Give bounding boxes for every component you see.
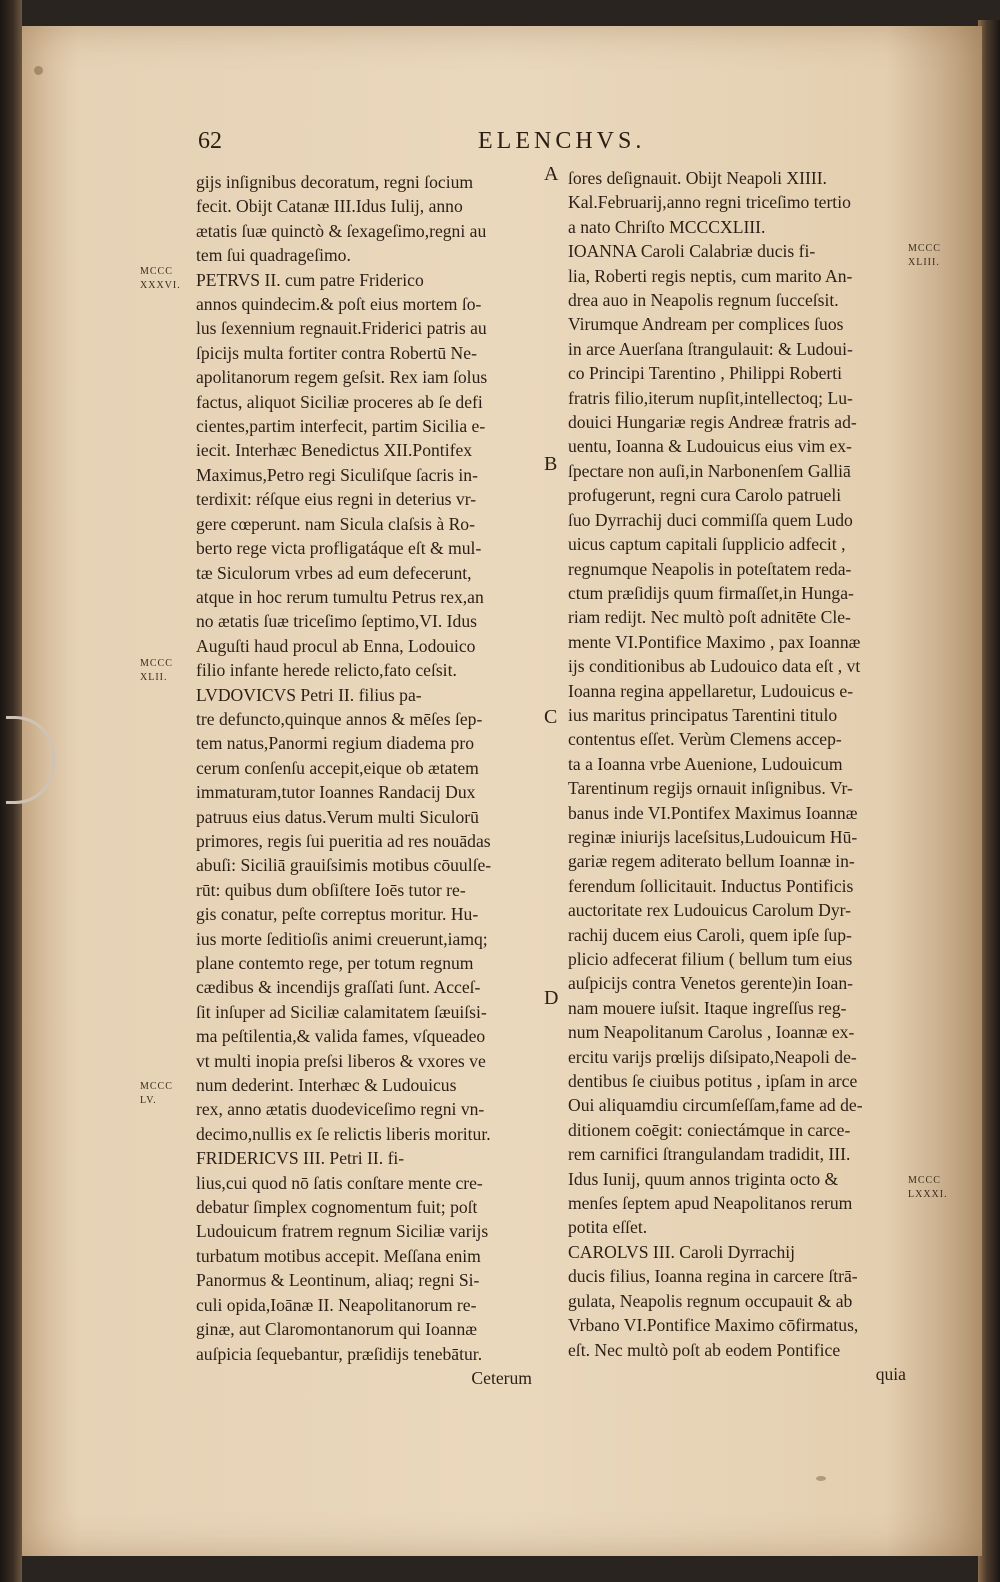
text-line: fratris filio,iterum nupſit,intellectoq; Lu- <box>568 387 853 408</box>
text-line: a nato Chriſto MCCCXLIII. <box>568 216 766 237</box>
text-line: debatur ſimplex cognomentum fuit; poſt <box>196 1197 478 1218</box>
text-column-left <box>196 170 538 1390</box>
text-line: in arce Auerſana ſtrangulauit: & Ludoui- <box>568 338 853 359</box>
text-line: rūt: quibus dum obſiſtere Ioēs tutor re- <box>196 879 466 900</box>
text-line: Ceterum <box>471 1367 532 1388</box>
text-line: menſes ſeptem apud Neapolitanos rerum <box>568 1193 853 1214</box>
running-title: ELENCHVS. <box>478 128 646 154</box>
section-letter-a: A <box>544 163 559 185</box>
running-head <box>198 128 918 158</box>
text-line: douici Hungariæ regis Andreæ fratris ad- <box>568 412 857 433</box>
text-line: decimo,nullis ex ſe relictis liberis moritur. <box>196 1123 491 1144</box>
text-column-right <box>568 166 912 1386</box>
text-line: cientes,partim interfecit, partim Sicilia e- <box>196 416 486 437</box>
text-line: banus inde VI.Pontifex Maximus Ioannæ <box>568 802 858 823</box>
text-line: Auguſti haud procul ab Enna, Lodouico <box>196 635 476 656</box>
text-line: Vrbano VI.Pontifice Maximo cōfirmatus, <box>568 1315 859 1336</box>
text-line: gis conatur, peſte correptus moritur. Hu- <box>196 904 479 925</box>
margin-date-1342: MCCC XLII. <box>140 658 173 683</box>
text-line: ditionem coēgit: coniectámque in carce- <box>568 1119 851 1140</box>
text-line: Ludouicum fratrem regnum Siciliæ varijs <box>196 1221 489 1242</box>
text-line: CAROLVS III. Caroli Dyrrachij <box>568 1241 796 1262</box>
section-letter-b: B <box>544 453 558 475</box>
text-line: Virumque Andream per complices ſuos <box>568 314 844 335</box>
text-line: Maximus,Petro regi Siculiſque ſacris in- <box>196 464 478 485</box>
text-line: tem ſui quadrageſimo. <box>196 245 351 266</box>
text-line: turbatum motibus accepit. Meſſana enim <box>196 1245 481 1266</box>
text-line: ijs conditionibus ab Ludouico data eſt , vt <box>568 656 861 677</box>
text-line: contentus eſſet. Verùm Clemens accep- <box>568 729 842 750</box>
text-line: gariæ regem aditerato bellum Ioannæ in- <box>568 851 855 872</box>
text-line: ſpicijs multa fortiter contra Robertū Ne- <box>196 342 477 363</box>
section-letter-c: C <box>544 706 558 728</box>
text-line: co Principi Tarentino , Philippi Roberti <box>568 363 843 384</box>
text-line: ctum præſidijs quum firmaſſet,in Hunga- <box>568 582 854 603</box>
text-line: ferendum ſollicitauit. Inductus Pontificis <box>568 875 854 896</box>
text-line: lia, Roberti regis neptis, cum marito An- <box>568 265 853 286</box>
text-line: drea auo in Neapolis regnum ſucceſsit. <box>568 290 839 311</box>
section-letter-d: D <box>544 987 559 1009</box>
text-line: gulata, Neapolis regnum occupauit & ab <box>568 1290 853 1311</box>
text-line: reginæ iniurijs laceſsitus,Ludouicum Hū- <box>568 826 858 847</box>
text-line: Tarentinum regijs ornauit inſignibus. Vr- <box>568 778 853 799</box>
text-line: ſpectare non auſi,in Narbonenſem Galliā <box>568 460 851 481</box>
text-line: vt multi inopia preſsi liberos & vxores ve <box>196 1050 486 1071</box>
text-line: auſpicijs contra Venetos gerente)in Ioan- <box>568 973 853 994</box>
text-line: nam mouere iuſsit. Itaque ingreſſus reg- <box>568 997 847 1018</box>
text-line: uentu, Ioanna & Ludouicus eius vim ex- <box>568 436 852 457</box>
text-line: uicus captum capitali ſupplicio adfecit , <box>568 534 846 555</box>
text-line: terdixit: réſque eius regni in deterius vr- <box>196 489 477 510</box>
text-line: ma peſtilentia,& valida fames, vſqueadeo <box>196 1026 486 1047</box>
text-line: lus ſexennium regnauit.Friderici patris au <box>196 318 487 339</box>
text-line: IOANNA Caroli Calabriæ ducis fi- <box>568 241 816 262</box>
text-line: plicio adfecerat filium ( bellum tum eius <box>568 949 853 969</box>
text-line: Oui aliquamdiu circumſeſſam,fame ad de- <box>568 1095 863 1116</box>
ink-spot <box>816 1476 826 1481</box>
page-number: 62 <box>198 128 222 154</box>
text-line: rachij ducem eius Caroli, quem ipſe ſup- <box>568 924 852 945</box>
text-line: gijs inſignibus decoratum, regni ſocium <box>196 172 474 192</box>
text-line: num Neapolitanum Carolus , Ioannæ ex- <box>568 1022 855 1043</box>
text-line: patruus eius datus.Verum multi Siculorū <box>196 806 479 827</box>
text-line: ginæ, aut Claromontanorum qui Ioannæ <box>196 1319 477 1340</box>
margin-date-1343: MCCC XLIII. <box>908 243 941 268</box>
text-line: Kal.Februarij,anno regni triceſimo tertio <box>568 192 851 213</box>
text-line: immaturam,tutor Ioannes Randacij Dux <box>196 782 476 803</box>
text-line: auctoritate rex Ludouicus Carolum Dyr- <box>568 900 852 921</box>
text-line: lius,cui quod nō ſatis conſtare mente cre- <box>196 1172 483 1193</box>
text-line: abuſi: Siciliā grauiſsimis motibus cōuulſe- <box>196 855 492 876</box>
text-line: iecit. Interhæc Benedictus XII.Pontifex <box>196 440 473 461</box>
text-line: Panormus & Leontinum, aliaq; regni Si- <box>196 1270 480 1291</box>
text-line: tem natus,Panormi regium diadema pro <box>196 733 475 754</box>
text-line: mente VI.Pontifice Maximo , pax Ioannæ <box>568 631 861 652</box>
text-line: gere cœperunt. nam Sicula claſsis à Ro- <box>196 513 475 534</box>
text-line: potita eſſet. <box>568 1217 648 1238</box>
text-line: FRIDERICVS III. Petri II. fi- <box>196 1148 405 1169</box>
text-line: fecit. Obijt Catanæ III.Idus Iulij, anno <box>196 196 463 217</box>
text-line: tæ Siculorum vrbes ad eum defecerunt, <box>196 562 472 583</box>
text-line: ſores deſignauit. Obijt Neapoli XIIII. <box>568 168 827 188</box>
margin-date-1336: MCCC XXXVI. <box>140 266 181 291</box>
text-line: Ioanna regina appellaretur, Ludouicus e- <box>568 680 854 701</box>
text-line: ducis filius, Ioanna regina in carcere ſtrā- <box>568 1266 858 1287</box>
text-line: rex, anno ætatis duodeviceſimo regni vn- <box>196 1099 485 1120</box>
margin-date-1355: MCCC LV. <box>140 1081 173 1106</box>
text-line: profugerunt, regni cura Carolo patrueli <box>568 485 842 506</box>
text-line: ſit inſuper ad Siciliæ calamitatem ſæuiſsi- <box>196 1001 487 1022</box>
text-line: rem carnifici ſtrangulandam tradidit, III. <box>568 1144 851 1165</box>
ink-spot <box>34 66 43 75</box>
text-line: ercitu varijs prœlijs diſsipato,Neapoli de- <box>568 1046 857 1067</box>
text-line: cædibus & incendijs graſſati ſunt. Acceſ- <box>196 977 481 998</box>
text-line: atque in hoc rerum tumultu Petrus rex,an <box>196 586 484 607</box>
text-line: plane contemto rege, per totum regnum <box>196 953 474 973</box>
text-line: PETRVS II. cum patre Friderico <box>196 269 424 290</box>
text-line: annos quindecim.& poſt eius mortem ſo- <box>196 294 482 315</box>
text-line: Idus Iunij, quum annos triginta octo & <box>568 1168 839 1189</box>
text-line: LVDOVICVS Petri II. filius pa- <box>196 684 422 705</box>
text-line: berto rege victa profligatáque eſt & mul- <box>196 538 482 559</box>
text-line: ætatis ſuæ quinctò & ſexageſimo,regni au <box>196 220 487 241</box>
text-line: ius maritus principatus Tarentini titulo <box>568 704 838 725</box>
text-line: quia <box>875 1363 906 1384</box>
text-line: riam redijt. Nec multò poſt adnitēte Cle- <box>568 607 851 628</box>
text-line: regnumque Neapolis in poteſtatem reda- <box>568 558 852 579</box>
text-line: ſuo Dyrrachij duci commiſſa quem Ludo <box>568 509 853 530</box>
text-line: apolitanorum regem geſsit. Rex iam ſolus <box>196 367 488 388</box>
text-line: filio infante herede relicto,fato ceſsit. <box>196 660 457 681</box>
text-line: no ætatis ſuæ triceſimo ſeptimo,VI. Idus <box>196 611 477 632</box>
text-line: num dederint. Interhæc & Ludouicus <box>196 1075 457 1096</box>
text-line: tre defuncto,quinque annos & mēſes ſep- <box>196 708 483 729</box>
text-line: factus, aliquot Siciliæ proceres ab ſe defi <box>196 391 483 412</box>
text-line: cerum conſenſu accepit,eique ob ætatem <box>196 757 479 778</box>
text-line: ta a Ioanna vrbe Auenione, Ludouicum <box>568 753 843 774</box>
text-line: auſpicia ſequebantur, præſidijs tenebātur. <box>196 1343 483 1364</box>
margin-date-1381: MCCC LXXXI. <box>908 1175 948 1200</box>
text-line: culi opida,Ioānæ II. Neapolitanorum re- <box>196 1294 477 1315</box>
text-line: eſt. Nec multò poſt ab eodem Pontifice <box>568 1339 841 1360</box>
text-line: dentibus ſe ciuibus potitus , ipſam in arce <box>568 1071 858 1092</box>
text-line: primores, regis ſui pueritia ad res nouādas <box>196 830 491 851</box>
text-line: ius morte ſeditioſis animi creuerunt,iamq; <box>196 928 488 949</box>
